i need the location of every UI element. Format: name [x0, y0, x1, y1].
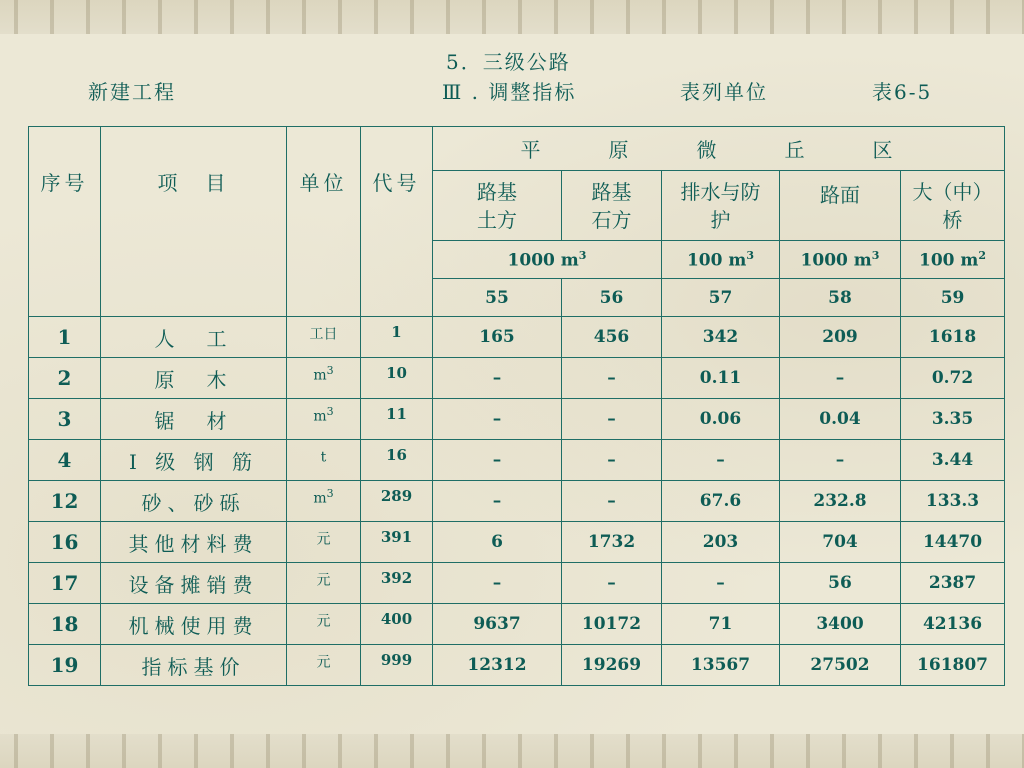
row-value: 3.44 — [901, 440, 1005, 481]
row-value: 3.35 — [901, 399, 1005, 440]
row-value: 165 — [433, 317, 562, 358]
row-value: – — [662, 563, 780, 604]
row-seq: 12 — [29, 481, 101, 522]
row-code: 999 — [361, 645, 433, 686]
row-unit: 元 — [287, 604, 361, 645]
row-item: Ⅰ 级 钢 筋 — [101, 440, 287, 481]
header-seq: 序号 — [29, 127, 101, 317]
row-seq: 4 — [29, 440, 101, 481]
row-unit: 工日 — [287, 317, 361, 358]
row-seq: 17 — [29, 563, 101, 604]
header-code: 代号 — [361, 127, 433, 317]
decorative-border-top — [0, 0, 1024, 34]
row-value: 67.6 — [662, 481, 780, 522]
row-value: 10172 — [562, 604, 662, 645]
row-code: 391 — [361, 522, 433, 563]
col-code: 57 — [662, 279, 780, 317]
subcol-pavement: 路面 — [780, 171, 901, 241]
table-row — [29, 399, 1005, 440]
row-code: 16 — [361, 440, 433, 481]
row-item: 设备摊销费 — [101, 563, 287, 604]
table-row — [29, 604, 1005, 645]
row-value: 0.72 — [901, 358, 1005, 399]
row-code: 400 — [361, 604, 433, 645]
subcol-stonework: 路基 石方 — [562, 171, 662, 241]
row-item: 其他材料费 — [101, 522, 287, 563]
row-code: 392 — [361, 563, 433, 604]
row-seq: 1 — [29, 317, 101, 358]
row-value: 203 — [662, 522, 780, 563]
row-value: – — [433, 481, 562, 522]
row-value: 1618 — [901, 317, 1005, 358]
unit-pavement: 1000 $m^3$ — [780, 241, 901, 279]
row-code: 1 — [361, 317, 433, 358]
table-row — [29, 522, 1005, 563]
col-code: 56 — [562, 279, 662, 317]
row-item: 人 工 — [101, 317, 287, 358]
row-value: – — [433, 563, 562, 604]
row-item: 原 木 — [101, 358, 287, 399]
row-value: 0.06 — [662, 399, 780, 440]
row-value: – — [780, 358, 901, 399]
table-number: 表6-5 — [872, 80, 933, 104]
row-value: – — [433, 399, 562, 440]
row-value: 71 — [662, 604, 780, 645]
row-value: 42136 — [901, 604, 1005, 645]
unit-label: 表列单位 — [680, 80, 768, 104]
row-value: – — [562, 399, 662, 440]
row-value: 133.3 — [901, 481, 1005, 522]
row-value: 704 — [780, 522, 901, 563]
row-value: – — [562, 481, 662, 522]
row-value: 19269 — [562, 645, 662, 686]
index-table — [28, 126, 1005, 686]
row-value: 342 — [662, 317, 780, 358]
table-row — [29, 358, 1005, 399]
row-value: 0.04 — [780, 399, 901, 440]
header-row-region — [29, 127, 1005, 171]
row-seq: 16 — [29, 522, 101, 563]
table-row — [29, 440, 1005, 481]
row-value: 56 — [780, 563, 901, 604]
row-value: 3400 — [780, 604, 901, 645]
section-title: 5．三级公路 — [446, 50, 571, 74]
row-value: 456 — [562, 317, 662, 358]
row-item: 指标基价 — [101, 645, 287, 686]
row-value: – — [433, 358, 562, 399]
row-value: 209 — [780, 317, 901, 358]
row-value: 13567 — [662, 645, 780, 686]
table-row — [29, 317, 1005, 358]
row-value: – — [433, 440, 562, 481]
row-unit: 元 — [287, 563, 361, 604]
row-code: 11 — [361, 399, 433, 440]
row-seq: 3 — [29, 399, 101, 440]
subcol-drainage: 排水与防 护 — [662, 171, 780, 241]
row-value: – — [562, 358, 662, 399]
row-unit: 元 — [287, 522, 361, 563]
row-unit: $m^3$ — [287, 481, 361, 522]
subcol-earthwork: 路基 土方 — [433, 171, 562, 241]
unit-drainage: 100 $m^3$ — [662, 241, 780, 279]
project-type-label: 新建工程 — [88, 80, 176, 104]
row-value: 9637 — [433, 604, 562, 645]
row-value: 1732 — [562, 522, 662, 563]
row-unit: 元 — [287, 645, 361, 686]
table-row — [29, 481, 1005, 522]
row-value: 2387 — [901, 563, 1005, 604]
row-value: 14470 — [901, 522, 1005, 563]
row-unit: t — [287, 440, 361, 481]
row-code: 10 — [361, 358, 433, 399]
row-seq: 2 — [29, 358, 101, 399]
row-unit: $m^3$ — [287, 399, 361, 440]
header-item: 项 目 — [101, 127, 287, 317]
row-value: – — [562, 563, 662, 604]
table-subtitle: Ⅲ . 调整指标 — [442, 80, 577, 104]
row-value: – — [562, 440, 662, 481]
row-code: 289 — [361, 481, 433, 522]
unit-bridge: 100 $m^2$ — [901, 241, 1005, 279]
row-value: 0.11 — [662, 358, 780, 399]
table-row — [29, 563, 1005, 604]
row-value: – — [780, 440, 901, 481]
table-row — [29, 645, 1005, 686]
row-value: 232.8 — [780, 481, 901, 522]
row-unit: $m^3$ — [287, 358, 361, 399]
row-item: 锯 材 — [101, 399, 287, 440]
row-seq: 18 — [29, 604, 101, 645]
header-unit: 单位 — [287, 127, 361, 317]
subcol-bridge: 大（中） 桥 — [901, 171, 1005, 241]
row-item: 机械使用费 — [101, 604, 287, 645]
row-value: 6 — [433, 522, 562, 563]
row-value: – — [662, 440, 780, 481]
unit-earth-stone: 1000 $m^3$ — [433, 241, 662, 279]
header-region: 平 原 微 丘 区 — [433, 127, 1005, 171]
col-code: 59 — [901, 279, 1005, 317]
decorative-border-bottom — [0, 734, 1024, 768]
row-value: 161807 — [901, 645, 1005, 686]
row-item: 砂、砂砾 — [101, 481, 287, 522]
row-value: 12312 — [433, 645, 562, 686]
col-code: 55 — [433, 279, 562, 317]
row-seq: 19 — [29, 645, 101, 686]
col-code: 58 — [780, 279, 901, 317]
row-value: 27502 — [780, 645, 901, 686]
